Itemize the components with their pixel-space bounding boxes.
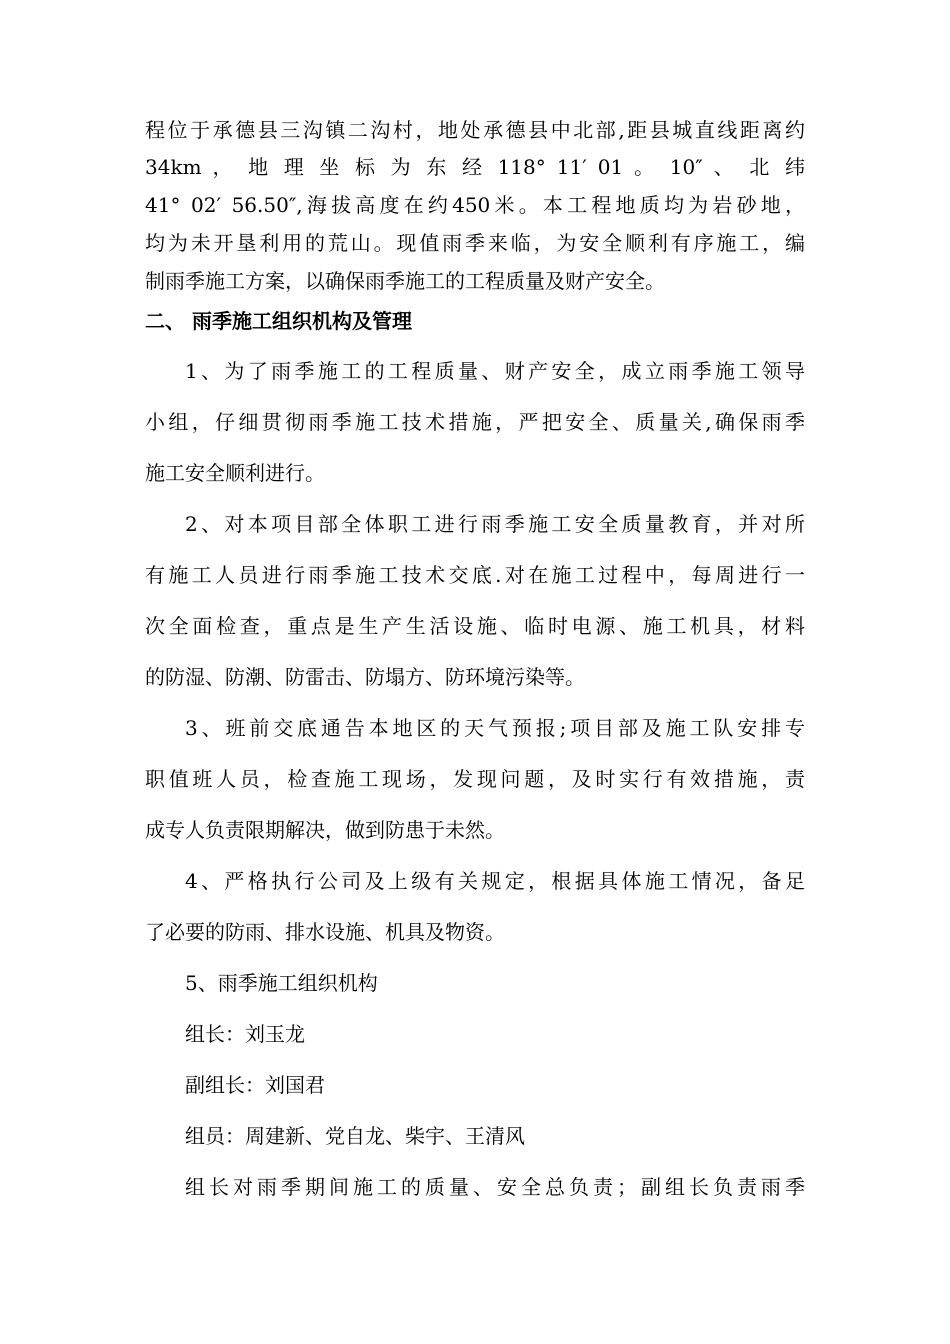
org-structure-heading: 5、雨季施工组织机构 bbox=[185, 971, 378, 995]
duty-line-1: 组长对雨季期间施工的质量、安全总负责；副组长负责雨季 bbox=[185, 1175, 805, 1199]
section-heading: 二、 雨季施工组织机构及管理 bbox=[145, 309, 412, 333]
paragraph-3-line-3: 成专人负责限期解决，做到防患于未然。 bbox=[145, 818, 505, 842]
intro-line-3: 41° 02′ 56.50″,海拔高度在约450米。本工程地质均为岩砂地， bbox=[145, 193, 805, 217]
paragraph-2-line-2: 有施工人员进行雨季施工技术交底.对在施工过程中，每周进行一 bbox=[145, 563, 805, 587]
group-leader: 组长：刘玉龙 bbox=[185, 1022, 305, 1046]
paragraph-2-line-1: 2、对本项目部全体职工进行雨季施工安全质量教育，并对所 bbox=[185, 512, 805, 536]
paragraph-1-line-3: 施工安全顺利进行。 bbox=[145, 461, 325, 485]
paragraph-1-line-1: 1、为了雨季施工的工程质量、财产安全，成立雨季施工领导 bbox=[185, 359, 805, 383]
intro-line-5: 制雨季施工方案，以确保雨季施工的工程质量及财产安全。 bbox=[145, 269, 665, 293]
deputy-leader: 副组长：刘国君 bbox=[185, 1073, 325, 1097]
intro-line-4: 均为未开垦利用的荒山。现值雨季来临，为安全顺利有序施工，编 bbox=[145, 231, 805, 255]
intro-line-1: 程位于承德县三沟镇二沟村，地处承德县中北部,距县城直线距离约 bbox=[145, 118, 805, 142]
paragraph-3-line-1: 3、班前交底通告本地区的天气预报;项目部及施工队安排专 bbox=[185, 716, 805, 740]
paragraph-2-line-3: 次全面检查，重点是生产生活设施、临时电源、施工机具，材料 bbox=[145, 614, 805, 638]
paragraph-4-line-2: 了必要的防雨、排水设施、机具及物资。 bbox=[145, 920, 505, 944]
group-members: 组员：周建新、党自龙、柴宇、王清风 bbox=[185, 1124, 525, 1148]
paragraph-4-line-1: 4、严格执行公司及上级有关规定，根据具体施工情况，备足 bbox=[185, 869, 805, 893]
paragraph-3-line-2: 职值班人员，检查施工现场，发现问题，及时实行有效措施，责 bbox=[145, 767, 805, 791]
paragraph-1-line-2: 小组，仔细贯彻雨季施工技术措施，严把安全、质量关,确保雨季 bbox=[145, 410, 805, 434]
paragraph-2-line-4: 的防湿、防潮、防雷击、防塌方、防环境污染等。 bbox=[145, 665, 585, 689]
intro-line-2: 34km ， 地 理 坐 标 为 东 经 118° 11′ 01 。 10″ 、 北 纬 bbox=[145, 155, 805, 179]
